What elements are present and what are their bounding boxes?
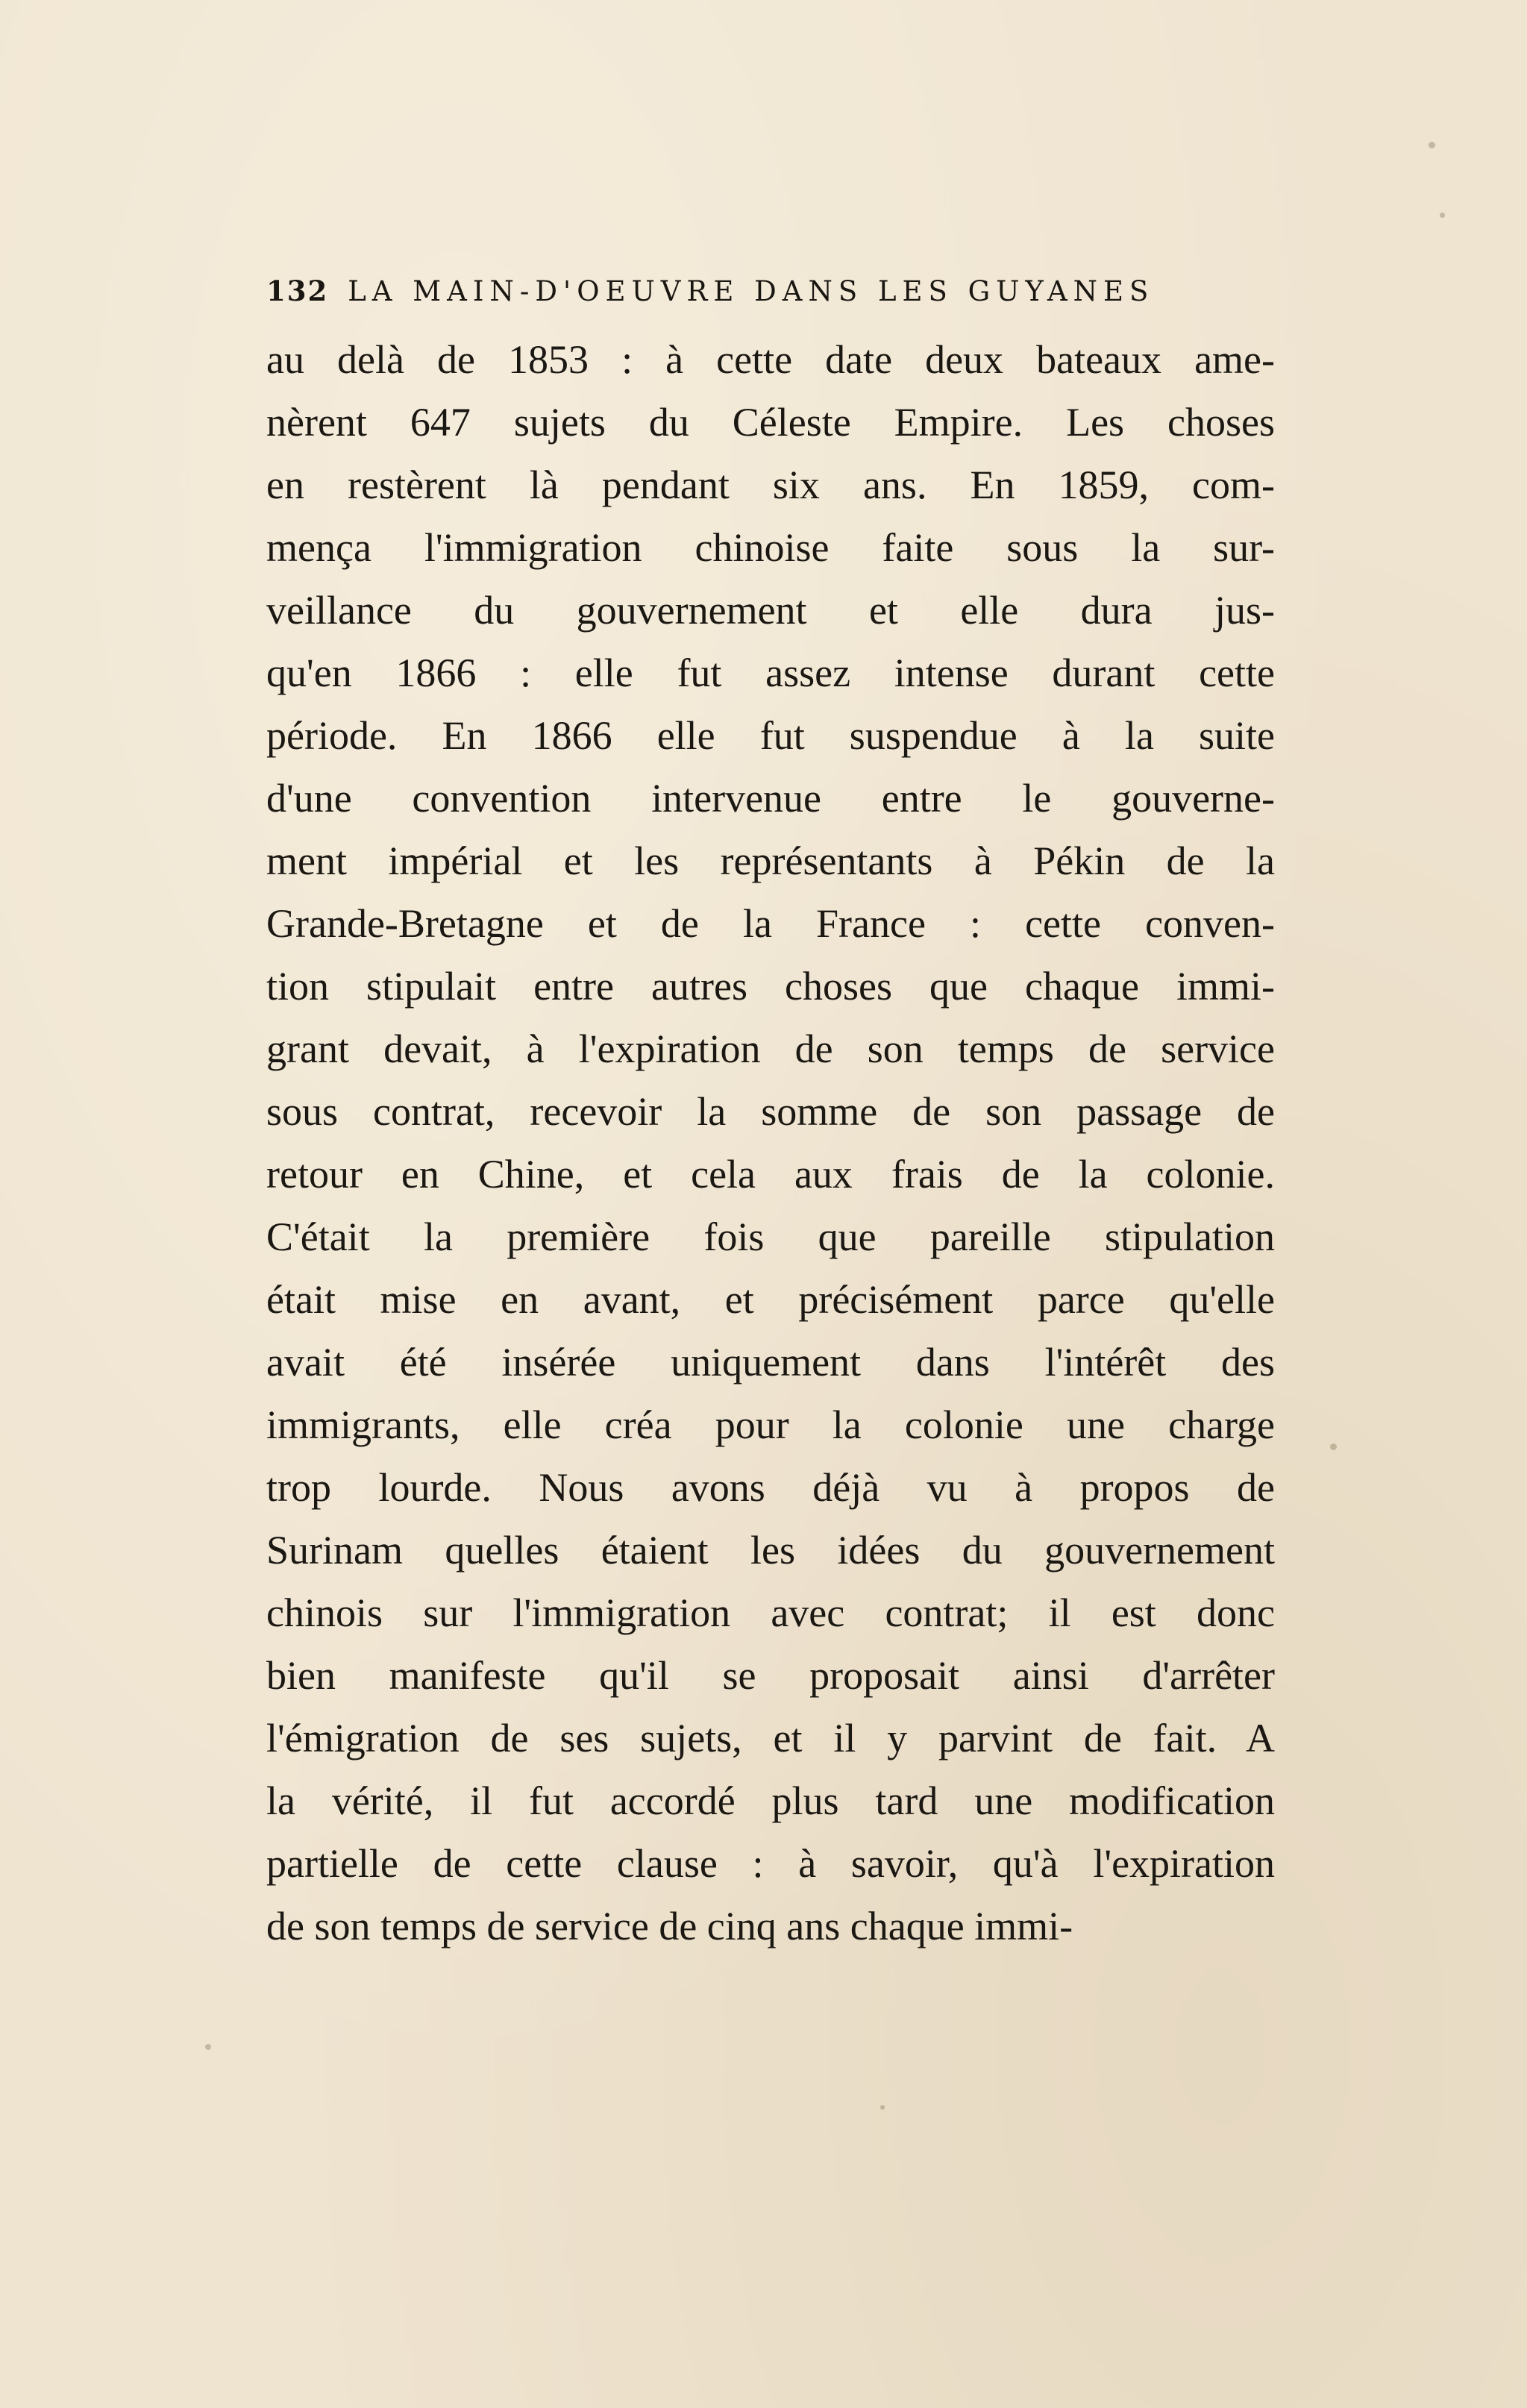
text-line: Grande-Bretagne et de la France : cette conven- [266, 901, 1275, 946]
text-line: était mise en avant, et précisément parce qu'elle [266, 1277, 1275, 1322]
text-line: d'une convention intervenue entre le gouverne- [266, 776, 1275, 821]
text-line: l'émigration de ses sujets, et il y parvint de fait. A [266, 1716, 1275, 1760]
body-paragraph [266, 328, 1275, 1957]
running-title: LA MAIN-D'OEUVRE DANS LES GUYANES [348, 275, 1155, 307]
text-line: de son temps de service de cinq ans chaque immi- [266, 1904, 1073, 1948]
text-line: Surinam quelles étaient les idées du gouvernement [266, 1528, 1275, 1573]
paper-speck [880, 2105, 885, 2110]
text-line: C'était la première fois que pareille stipulation [266, 1214, 1275, 1259]
text-line: veillance du gouvernement et elle dura jus- [266, 588, 1275, 633]
page-header [266, 265, 1281, 317]
text-line: période. En 1866 elle fut suspendue à la suite [266, 713, 1275, 758]
paper-speck [1440, 213, 1445, 218]
text-line: nèrent 647 sujets du Céleste Empire. Les choses [266, 400, 1275, 445]
text-line: tion stipulait entre autres choses que chaque immi- [266, 964, 1275, 1009]
text-line: partielle de cette clause : à savoir, qu'à l'expiration [266, 1841, 1275, 1886]
text-line: en restèrent là pendant six ans. En 1859, com- [266, 463, 1275, 507]
text-line: sous contrat, recevoir la somme de son passage de [266, 1089, 1275, 1134]
text-line: mença l'immigration chinoise faite sous la sur- [266, 525, 1275, 570]
paper-speck [205, 2044, 211, 2050]
text-line: immigrants, elle créa pour la colonie une charge [266, 1402, 1275, 1447]
text-line: avait été insérée uniquement dans l'intérêt des [266, 1340, 1275, 1385]
text-line: chinois sur l'immigration avec contrat; il est donc [266, 1590, 1275, 1635]
text-line: grant devait, à l'expiration de son temps de service [266, 1026, 1275, 1071]
text-line: bien manifeste qu'il se proposait ainsi d'arrêter [266, 1653, 1275, 1698]
paper-speck [1429, 142, 1435, 148]
text-line: retour en Chine, et cela aux frais de la colonie. [266, 1152, 1275, 1197]
text-line: ment impérial et les représentants à Pékin de la [266, 838, 1275, 883]
text-line: trop lourde. Nous avons déjà vu à propos de [266, 1465, 1275, 1510]
paper-speck [1330, 1443, 1337, 1450]
page-number: 132 [266, 275, 329, 307]
text-line: au delà de 1853 : à cette date deux bateaux ame- [266, 337, 1275, 382]
text-line: qu'en 1866 : elle fut assez intense durant cette [266, 650, 1275, 695]
text-line: la vérité, il fut accordé plus tard une modification [266, 1778, 1275, 1823]
